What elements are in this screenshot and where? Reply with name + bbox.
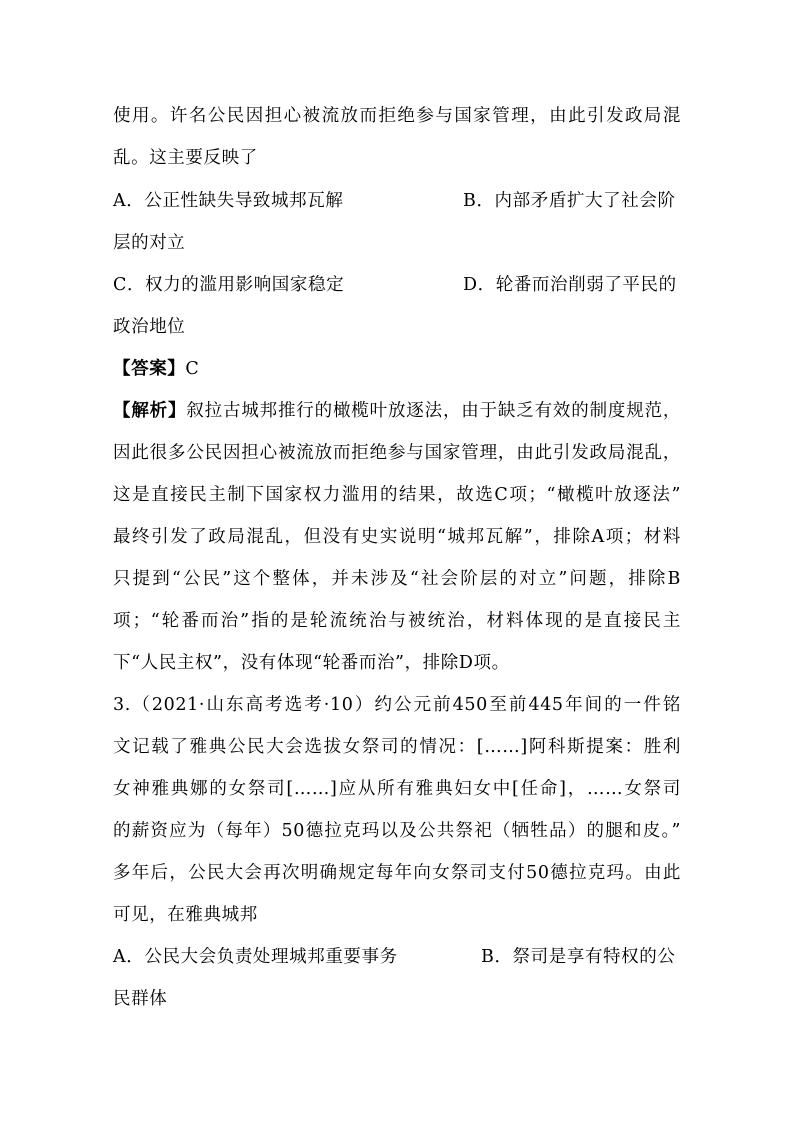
q3-stem-line-6: 可见，在雅典城邦	[113, 905, 258, 925]
q2-analysis-line-1	[113, 399, 681, 423]
q2-option-d-line-2: 政治地位	[113, 317, 186, 337]
q3-option-b-line-2: 民群体	[113, 989, 168, 1009]
q2-analysis-line-7: 下“人民主权”，没有体现“轮番而治”，排除D项。	[113, 653, 510, 673]
q2-analysis-line-4: 最终引发了政局混乱，但没有史实说明“城邦瓦解”，排除A项；材料	[113, 527, 681, 547]
q2-option-d-line-1: D．轮番而治削弱了平民的	[463, 275, 677, 295]
analysis-label: 【解析】	[113, 401, 187, 421]
q2-analysis-line-2: 因此很多公民因担心被流放而拒绝参与国家管理，由此引发政局混乱，	[113, 443, 681, 463]
answer-label: 【答案】	[113, 359, 186, 379]
q3-stem-line-1: 3.（2021·山东高考选考·10）约公元前450至前445年间的一件铭	[113, 695, 681, 715]
analysis-text-1: 叙拉古城邦推行的橄榄叶放逐法，由于缺乏有效的制度规范，	[186, 401, 681, 421]
q2-option-b-line-1: B．内部矛盾扩大了社会阶	[463, 191, 676, 211]
q3-stem-line-4: 的薪资应为（每年）50德拉克玛以及公共祭祀（牺牲品）的腿和皮。”	[113, 821, 681, 841]
q2-option-a: A．公正性缺失导致城邦瓦解	[113, 191, 344, 211]
q2-option-b-line-2: 层的对立	[113, 233, 186, 253]
q3-stem-line-5: 多年后，公民大会再次明确规定每年向女祭司支付50德拉克玛。由此	[113, 863, 681, 883]
q2-stem-line-2: 乱。这主要反映了	[113, 148, 258, 168]
q2-analysis-line-5: 只提到“公民”这个整体，并未涉及“社会阶层的对立”问题，排除B	[113, 569, 681, 589]
q2-option-c: C．权力的滥用影响国家稳定	[113, 275, 345, 295]
q3-option-a: A．公民大会负责处理城邦重要事务	[113, 947, 398, 967]
answer-value: C	[185, 359, 200, 379]
q2-analysis-line-3: 这是直接民主制下国家权力滥用的结果，故选C项；“橄榄叶放逐法”	[113, 485, 681, 505]
q2-answer	[113, 357, 199, 381]
q3-stem-line-3: 女神雅典娜的女祭司[……]应从所有雅典妇女中[任命]，……女祭司	[113, 779, 681, 799]
q3-option-b-line-1: B．祭司是享有特权的公	[481, 947, 676, 967]
q2-stem-line-1: 使用。许名公民因担心被流放而拒绝参与国家管理，由此引发政局混	[113, 106, 681, 126]
q2-analysis-line-6: 项；“轮番而治”指的是轮流统治与被统治，材料体现的是直接民主	[113, 611, 681, 631]
q3-stem-line-2: 文记载了雅典公民大会选拔女祭司的情况：[……]阿科斯提案：胜利	[113, 737, 681, 757]
